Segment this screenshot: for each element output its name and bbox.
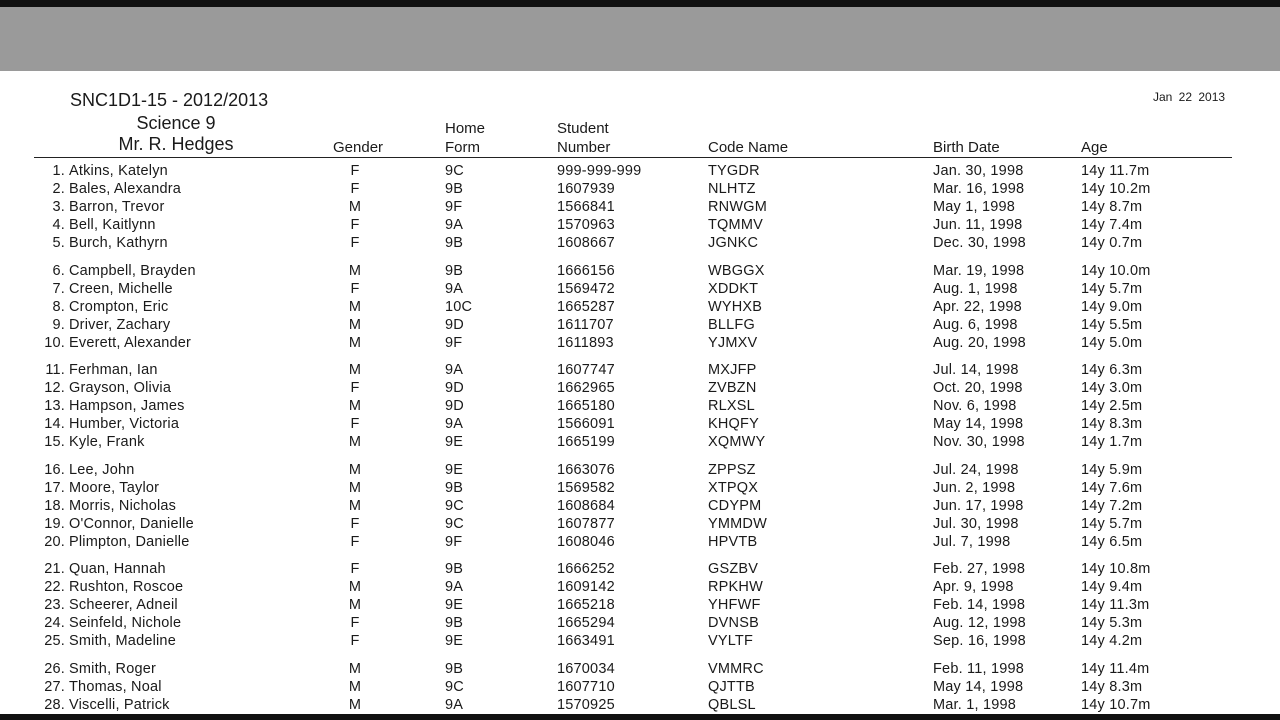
student-age: 14y 0.7m: [1081, 235, 1143, 252]
student-age: 14y 10.2m: [1081, 181, 1151, 198]
student-code-name: QBLSL: [708, 696, 756, 713]
student-gender: M: [348, 398, 362, 415]
student-birth-date: Oct. 20, 1998: [933, 380, 1023, 397]
student-birth-date: Jul. 14, 1998: [933, 362, 1019, 378]
student-code-name: WYHXB: [708, 298, 763, 315]
student-name: Rushton, Roscoe: [69, 579, 184, 596]
student-gender: M: [348, 479, 362, 496]
student-birth-date: Aug. 6, 1998: [933, 316, 1018, 333]
student-number: 1665287: [557, 298, 615, 315]
student-gender: F: [350, 280, 360, 297]
student-home-form: 9E: [445, 597, 464, 614]
student-name: Crompton, Eric: [69, 298, 169, 315]
table-row: [0, 415, 1280, 433]
student-gender: F: [350, 235, 360, 252]
student-gender: M: [348, 298, 362, 315]
student-name: Driver, Zachary: [69, 316, 171, 333]
student-code-name: CDYPM: [708, 497, 762, 514]
student-name: Scheerer, Adneil: [69, 597, 178, 614]
student-number: 1608667: [557, 235, 615, 252]
student-number: 1662965: [557, 380, 615, 397]
student-code-name: NLHTZ: [708, 181, 756, 198]
table-row: [0, 334, 1280, 352]
teacher-name: Mr. R. Hedges: [118, 134, 234, 154]
student-gender: M: [348, 334, 362, 351]
table-row: [0, 660, 1280, 678]
student-age: 14y 5.7m: [1081, 280, 1143, 297]
student-gender: M: [348, 597, 362, 614]
student-name: Ferhman, Ian: [69, 362, 158, 378]
student-name: Morris, Nicholas: [69, 497, 177, 514]
student-birth-date: Feb. 14, 1998: [933, 597, 1026, 614]
student-home-form: 9C: [445, 163, 464, 179]
student-age: 14y 5.0m: [1081, 334, 1143, 351]
table-row: [0, 198, 1280, 216]
student-code-name: YMMDW: [708, 515, 767, 532]
student-number: 1607710: [557, 678, 615, 695]
student-age: 14y 8.7m: [1081, 199, 1143, 216]
row-number: 21.: [44, 561, 65, 577]
student-age: 14y 11.7m: [1081, 163, 1150, 179]
student-number: 1665199: [557, 434, 615, 451]
student-age: 14y 5.7m: [1081, 515, 1143, 532]
student-gender: M: [348, 461, 362, 478]
row-number: 16.: [44, 461, 65, 478]
student-gender: M: [348, 579, 362, 596]
student-code-name: DVNSB: [708, 615, 759, 632]
student-code-name: RLXSL: [708, 398, 755, 415]
table-row: [0, 316, 1280, 334]
row-number: 28.: [44, 696, 65, 713]
student-code-name: GSZBV: [708, 561, 759, 577]
student-gender: M: [348, 660, 362, 677]
student-code-name: RNWGM: [708, 199, 767, 216]
row-number: 19.: [44, 515, 65, 532]
student-age: 14y 2.5m: [1081, 398, 1143, 415]
student-number: 1570963: [557, 217, 615, 234]
student-gender: F: [350, 533, 360, 550]
row-number: 18.: [44, 497, 65, 514]
student-age: 14y 5.3m: [1081, 615, 1143, 632]
table-row: [0, 632, 1280, 650]
student-code-name: MXJFP: [708, 362, 757, 378]
student-home-form: 9E: [445, 633, 464, 650]
student-code-name: TQMMV: [708, 217, 763, 234]
row-number: 6.: [52, 262, 65, 279]
table-row: [0, 533, 1280, 551]
student-gender: M: [348, 696, 362, 713]
student-number: 1663491: [557, 633, 615, 650]
student-gender: F: [350, 181, 360, 198]
student-name: Atkins, Katelyn: [69, 163, 168, 179]
student-name: O'Connor, Danielle: [69, 515, 194, 532]
student-birth-date: May 14, 1998: [933, 416, 1024, 433]
row-number: 8.: [52, 298, 65, 315]
student-code-name: JGNKC: [708, 235, 759, 252]
student-code-name: VMMRC: [708, 660, 764, 677]
student-home-form: 9B: [445, 479, 464, 496]
student-gender: F: [350, 633, 360, 650]
student-name: Lee, John: [69, 461, 135, 478]
student-age: 14y 9.0m: [1081, 298, 1143, 315]
student-home-form: 9D: [445, 398, 464, 415]
student-home-form: 9A: [445, 217, 464, 234]
student-birth-date: May 14, 1998: [933, 678, 1024, 695]
student-name: Grayson, Olivia: [69, 380, 172, 397]
student-gender: M: [348, 497, 362, 514]
student-home-form: 9B: [445, 561, 464, 577]
student-number: 1608046: [557, 533, 615, 550]
table-row: [0, 180, 1280, 198]
table-row: [0, 162, 1280, 180]
row-number: 17.: [44, 479, 65, 496]
student-number: 1666252: [557, 561, 615, 577]
student-gender: F: [350, 380, 360, 397]
student-number: 1666156: [557, 262, 615, 279]
student-birth-date: Sep. 16, 1998: [933, 633, 1026, 650]
row-number: 23.: [44, 597, 65, 614]
student-code-name: BLLFG: [708, 316, 755, 333]
table-row: [0, 298, 1280, 316]
table-row: [0, 397, 1280, 415]
table-row: [0, 234, 1280, 252]
row-number: 27.: [44, 678, 65, 695]
column-header-code-name: Code Name: [708, 139, 789, 156]
student-number: 1665180: [557, 398, 615, 415]
row-number: 24.: [44, 615, 65, 632]
table-row: [0, 262, 1280, 280]
table-row: [0, 379, 1280, 397]
student-home-form: 9B: [445, 615, 464, 632]
student-gender: M: [348, 199, 362, 216]
row-number: 5.: [52, 235, 65, 252]
column-header-home-form-line1: Home: [445, 120, 486, 137]
row-number: 10.: [44, 334, 65, 351]
student-name: Barron, Trevor: [69, 199, 165, 216]
student-number: 1608684: [557, 497, 615, 514]
column-header-birth-date: Birth Date: [933, 139, 1000, 156]
row-number: 4.: [52, 217, 65, 234]
row-number: 12.: [44, 380, 65, 397]
student-age: 14y 8.3m: [1081, 416, 1143, 433]
table-row: [0, 678, 1280, 696]
table-row: [0, 515, 1280, 533]
student-birth-date: Aug. 12, 1998: [933, 615, 1026, 632]
student-gender: M: [348, 316, 362, 333]
student-code-name: YHFWF: [708, 597, 761, 614]
student-home-form: 9A: [445, 696, 464, 713]
student-code-name: QJTTB: [708, 678, 755, 695]
row-number: 9.: [52, 316, 65, 333]
student-birth-date: Jul. 7, 1998: [933, 533, 1011, 550]
table-row: [0, 433, 1280, 451]
student-number: 1611893: [557, 334, 614, 351]
student-number: 1607877: [557, 515, 615, 532]
table-row: [0, 578, 1280, 596]
student-birth-date: Apr. 22, 1998: [933, 298, 1022, 315]
student-home-form: 9C: [445, 678, 464, 695]
row-number: 13.: [44, 398, 65, 415]
student-home-form: 9A: [445, 579, 464, 596]
student-birth-date: Mar. 19, 1998: [933, 262, 1025, 279]
table-row: [0, 280, 1280, 298]
student-birth-date: Dec. 30, 1998: [933, 235, 1026, 252]
student-home-form: 9D: [445, 380, 464, 397]
student-home-form: 10C: [445, 298, 473, 315]
table-row: [0, 361, 1280, 379]
student-birth-date: Jan. 30, 1998: [933, 163, 1024, 179]
student-gender: M: [348, 434, 362, 451]
student-code-name: XQMWY: [708, 434, 766, 451]
student-home-form: 9F: [445, 533, 463, 550]
course-title: SNC1D1-15 - 2012/2013: [70, 90, 269, 110]
student-gender: F: [350, 561, 360, 577]
table-row: [0, 497, 1280, 515]
table-row: [0, 614, 1280, 632]
student-code-name: XDDKT: [708, 280, 759, 297]
student-name: Seinfeld, Nichole: [69, 615, 182, 632]
student-birth-date: Jul. 30, 1998: [933, 515, 1019, 532]
row-number: 14.: [44, 416, 65, 433]
student-code-name: XTPQX: [708, 479, 759, 496]
student-age: 14y 9.4m: [1081, 579, 1143, 596]
student-age: 14y 1.7m: [1081, 434, 1143, 451]
student-number: 1566091: [557, 416, 615, 433]
student-age: 14y 4.2m: [1081, 633, 1143, 650]
table-row: [0, 560, 1280, 578]
student-name: Smith, Madeline: [69, 633, 176, 650]
student-age: 14y 7.2m: [1081, 497, 1143, 514]
column-header-home-form-line2: Form: [445, 139, 480, 156]
table-row: [0, 479, 1280, 497]
student-code-name: TYGDR: [708, 163, 760, 179]
student-birth-date: May 1, 1998: [933, 199, 1015, 216]
student-number: 1670034: [557, 660, 615, 677]
student-home-form: 9A: [445, 362, 464, 378]
student-number: 1607747: [557, 362, 615, 378]
student-number: 1607939: [557, 181, 615, 198]
student-age: 14y 7.6m: [1081, 479, 1143, 496]
student-birth-date: Feb. 11, 1998: [933, 660, 1025, 677]
student-name: Kyle, Frank: [69, 434, 145, 451]
row-number: 1.: [52, 163, 65, 179]
table-row: [0, 216, 1280, 234]
student-age: 14y 11.4m: [1081, 660, 1150, 677]
row-number: 2.: [52, 181, 65, 198]
student-home-form: 9C: [445, 515, 464, 532]
student-home-form: 9A: [445, 416, 464, 433]
student-code-name: ZVBZN: [708, 380, 757, 397]
row-number: 26.: [44, 660, 65, 677]
student-age: 14y 10.0m: [1081, 262, 1151, 279]
student-home-form: 9D: [445, 316, 464, 333]
student-age: 14y 11.3m: [1081, 597, 1150, 614]
student-gender: F: [350, 217, 360, 234]
student-home-form: 9B: [445, 660, 464, 677]
column-header-gender: Gender: [333, 139, 384, 156]
column-header-student-number-line2: Number: [557, 139, 611, 156]
student-home-form: 9E: [445, 461, 464, 478]
student-name: Creen, Michelle: [69, 280, 173, 297]
row-number: 11.: [45, 362, 65, 378]
student-number: 1665294: [557, 615, 615, 632]
student-name: Everett, Alexander: [69, 334, 192, 351]
student-gender: F: [350, 515, 360, 532]
student-number: 999-999-999: [557, 163, 642, 179]
student-number: 1566841: [557, 199, 615, 216]
student-birth-date: Mar. 1, 1998: [933, 696, 1017, 713]
student-code-name: HPVTB: [708, 533, 758, 550]
student-birth-date: Aug. 20, 1998: [933, 334, 1026, 351]
student-gender: F: [350, 615, 360, 632]
student-name: Campbell, Brayden: [69, 262, 196, 279]
student-number: 1663076: [557, 461, 615, 478]
student-name: Quan, Hannah: [69, 561, 166, 577]
student-number: 1569582: [557, 479, 615, 496]
table-row: [0, 596, 1280, 614]
student-age: 14y 6.5m: [1081, 533, 1143, 550]
student-home-form: 9B: [445, 235, 464, 252]
student-birth-date: Feb. 27, 1998: [933, 561, 1026, 577]
student-birth-date: Apr. 9, 1998: [933, 579, 1014, 596]
student-name: Bales, Alexandra: [69, 181, 182, 198]
student-name: Humber, Victoria: [69, 416, 180, 433]
row-number: 15.: [44, 434, 65, 451]
student-code-name: RPKHW: [708, 579, 763, 596]
student-code-name: VYLTF: [708, 633, 754, 650]
student-name: Plimpton, Danielle: [69, 533, 190, 550]
student-gender: M: [348, 362, 362, 378]
student-number: 1665218: [557, 597, 615, 614]
student-name: Burch, Kathyrn: [69, 235, 168, 252]
student-home-form: 9F: [445, 334, 463, 351]
student-birth-date: Jul. 24, 1998: [933, 461, 1019, 478]
student-code-name: ZPPSZ: [708, 461, 756, 478]
student-number: 1611707: [557, 316, 614, 333]
student-gender: M: [348, 262, 362, 279]
student-age: 14y 5.9m: [1081, 461, 1143, 478]
row-number: 7.: [52, 280, 65, 297]
student-birth-date: Jun. 17, 1998: [933, 497, 1024, 514]
student-name: Smith, Roger: [69, 660, 157, 677]
student-code-name: YJMXV: [708, 334, 758, 351]
student-name: Bell, Kaitlynn: [69, 217, 156, 234]
row-number: 20.: [44, 533, 65, 550]
print-date: Jan 22 2013: [1153, 90, 1226, 104]
student-code-name: WBGGX: [708, 262, 765, 279]
student-birth-date: Nov. 30, 1998: [933, 434, 1025, 451]
row-number: 3.: [52, 199, 65, 216]
student-gender: F: [350, 416, 360, 433]
student-name: Moore, Taylor: [69, 479, 160, 496]
column-header-age: Age: [1081, 139, 1108, 156]
student-gender: F: [350, 163, 360, 179]
student-birth-date: Nov. 6, 1998: [933, 398, 1017, 415]
student-age: 14y 3.0m: [1081, 380, 1143, 397]
student-home-form: 9B: [445, 181, 464, 198]
student-home-form: 9E: [445, 434, 464, 451]
column-header-student-number-line1: Student: [557, 120, 609, 137]
student-birth-date: Mar. 16, 1998: [933, 181, 1025, 198]
student-home-form: 9A: [445, 280, 464, 297]
row-number: 25.: [44, 633, 65, 650]
table-row: [0, 461, 1280, 479]
student-code-name: KHQFY: [708, 416, 759, 433]
table-row: [0, 696, 1280, 714]
student-age: 14y 7.4m: [1081, 217, 1143, 234]
student-age: 14y 10.7m: [1081, 696, 1151, 713]
student-number: 1569472: [557, 280, 615, 297]
student-home-form: 9F: [445, 199, 463, 216]
student-age: 14y 6.3m: [1081, 362, 1143, 378]
student-age: 14y 5.5m: [1081, 316, 1143, 333]
student-home-form: 9C: [445, 497, 464, 514]
row-number: 22.: [44, 579, 65, 596]
student-age: 14y 10.8m: [1081, 561, 1151, 577]
student-name: Thomas, Noal: [69, 678, 162, 695]
student-birth-date: Jun. 11, 1998: [933, 217, 1023, 234]
student-gender: M: [348, 678, 362, 695]
student-age: 14y 8.3m: [1081, 678, 1143, 695]
student-number: 1570925: [557, 696, 615, 713]
student-name: Viscelli, Patrick: [69, 696, 170, 713]
student-birth-date: Jun. 2, 1998: [933, 479, 1016, 496]
student-number: 1609142: [557, 579, 615, 596]
student-home-form: 9B: [445, 262, 464, 279]
subject-title: Science 9: [136, 113, 216, 133]
student-name: Hampson, James: [69, 398, 185, 415]
student-birth-date: Aug. 1, 1998: [933, 280, 1018, 297]
